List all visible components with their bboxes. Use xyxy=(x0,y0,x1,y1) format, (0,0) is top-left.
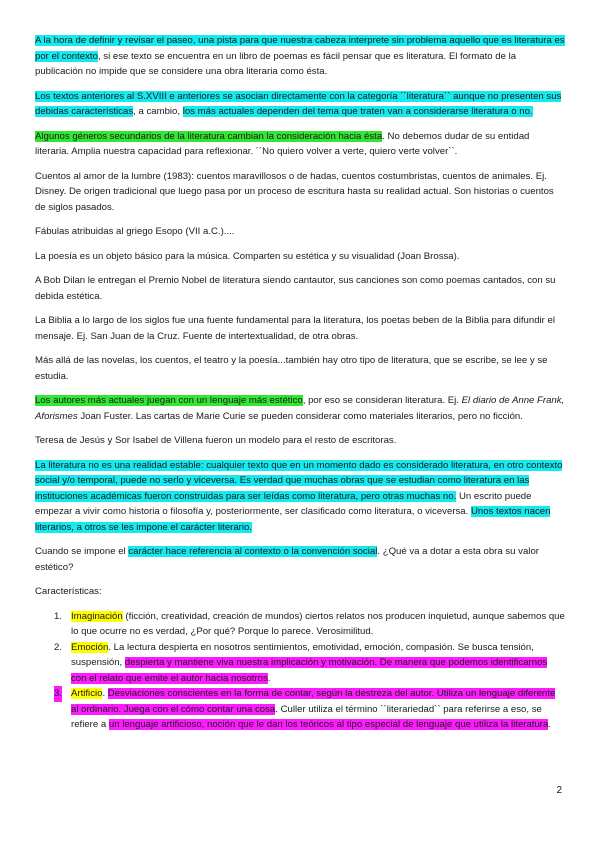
paragraph-text: . ¿Qué va a dotar a esta obra su valor estético? xyxy=(35,546,539,573)
list-item-text: . xyxy=(102,688,108,699)
paragraph-text: Cuando se impone el xyxy=(35,546,129,557)
highlight-magenta: un lenguaje artificioso, noción que le dan los teóricos al tipo especial de lenguaje que utiliza la literatura xyxy=(108,719,549,730)
paragraph-text: Un escrito puede empezar a vivir como historia o filosofía y, posteriormente, ser clasificado como literatura, o viceversa. xyxy=(35,490,532,517)
paragraph-text: Joan Fuster. Las cartas de Marie Curie se pueden considerar como materiales literarios, pero no ficción. xyxy=(77,410,523,422)
highlight-cyan: carácter hace referencia al contexto o la convención social xyxy=(128,546,378,557)
paragraph-6: La poesía es un objeto básico para la música. Comparten su estética y su visualidad (Joan Brossa). xyxy=(35,250,460,262)
paragraph-text: , por eso se consideran literatura. Ej. xyxy=(302,395,462,406)
paragraph-7: A Bob Dilan le entregan el Premio Nobel de literatura siendo cantautor, sus canciones son como poemas cantados, con su debida estética. xyxy=(35,275,556,302)
highlight-magenta: despierta y mantiene viva nuestra implicación y motivación. De manera que podemos identificarnos con el relato que emite el autor hacia nosotros xyxy=(71,657,548,684)
paragraph-11: Teresa de Jesús y Sor Isabel de Villena fueron un modelo para el resto de escritoras. xyxy=(35,435,397,446)
document-body xyxy=(35,33,565,733)
list-item-text: . xyxy=(548,719,552,730)
highlight-cyan: A la hora de definir y revisar el paseo, una pista para que nuestra cabeza interprete sin problema aquello que es literatura es por el contexto xyxy=(35,35,565,62)
paragraph-text: , a cambio, xyxy=(133,106,183,117)
highlight-yellow: Emoción xyxy=(71,641,109,653)
paragraph-12 xyxy=(35,458,565,536)
highlight-cyan: Unos textos nacen literarios, a otros se les impone el carácter literario. xyxy=(35,506,551,533)
list-item-text: . Culler utiliza el término ´´literariedad`` para referirse a eso, se refiere a xyxy=(71,703,542,730)
paragraph-14: Características: xyxy=(35,586,102,597)
highlight-cyan: los más actuales dependen del tema que traten van a considerarse literatura o no. xyxy=(182,106,533,117)
list-item-text: (ficción, creatividad, creación de mundos) ciertos relatos nos producen inquietud, aunque sabemos que lo que ocurre no es verdad, ¿Por qué? Porque lo parece. Verosimilitud. xyxy=(71,610,565,637)
paragraph-1 xyxy=(35,33,565,80)
list-number: 1. xyxy=(54,610,63,622)
list-number: 2. xyxy=(54,641,63,653)
paragraph-9: Más allá de las novelas, los cuentos, el teatro y la poesía...también hay otro tipo de literatura, que se escribe, se lee y se estudia. xyxy=(35,355,548,382)
list-item-text: . La lectura despierta en nosotros sentimientos, emotividad, emoción, compasión. Se busca tensión, suspensión, xyxy=(71,641,534,668)
highlight-yellow: Artificio xyxy=(71,688,103,699)
list-number: 3. xyxy=(54,686,62,702)
paragraph-4: Cuentos al amor de la lumbre (1983): cuentos maravillosos o de hadas, cuentos costumbristas, cuentos de animales. Ej. Disney. De origen tradicional que luego pasa por un proceso de escritura hasta su realidad actual. Son historias o cuentos de siglos pasados. xyxy=(35,170,554,213)
highlight-yellow: Imaginación xyxy=(71,610,123,622)
paragraph-13 xyxy=(35,544,565,575)
list-item xyxy=(35,609,565,640)
highlight-green: Los autores más actuales juegan con un lenguaje más estético xyxy=(35,395,303,406)
paragraph-2 xyxy=(35,89,565,120)
paragraph-8: La Biblia a lo largo de los siglos fue una fuente fundamental para la literatura, los poetas beben de la Biblia para difundir el mensaje. Ej. San Juan de la Cruz. Fuente de intertextualidad, de otra obras. xyxy=(35,315,556,342)
highlight-cyan: Los textos anteriores al S.XVIII e anteriores se asocian directamente con la categoría ´´literatura`` aunque no presenten sus debidas características xyxy=(35,90,562,117)
highlight-green: Algunos géneros secundarios de la literatura cambian la consideración hacia ésta xyxy=(35,130,383,142)
paragraph-text: , si ese texto se encuentra en un libro de poemas es fácil pensar que es literatura. El formato de la publicación no impide que se considere una obra literaria como ésta. xyxy=(35,50,517,77)
page-number: 2 xyxy=(556,785,562,796)
paragraph-3 xyxy=(35,129,565,160)
paragraph-text: . No debemos dudar de su entidad literaria. Amplia nuestra capacidad para reflexionar. ´´No quiero volver a verte, quiero verte volver``. xyxy=(35,130,530,157)
characteristics-list xyxy=(35,609,565,733)
paragraph-5: Fábulas atribuidas al griego Esopo (VII a.C.).... xyxy=(35,226,235,237)
paragraph-10 xyxy=(35,393,565,424)
list-item xyxy=(35,640,565,687)
list-item xyxy=(35,686,565,733)
highlight-cyan: La literatura no es una realidad estable: cualquier texto que en un momento dado es considerado literatura, en otro contexto social y/o temporal, puede no serlo y viceversa. Es verdad que muchas obras que se estudian como literatura en las instituciones académicas fueron construidas para ser leídas como literatura, pero otras muchas no. xyxy=(35,459,563,502)
italic-title: El diario de Anne Frank, Aforismes xyxy=(35,395,565,422)
list-item-text: . xyxy=(267,672,271,684)
highlight-magenta: Desviaciones conscientes en la forma de contar, según la destreza del autor. Utiliza un lenguaje diferente al ordinario. Juega con el cómo contar una cosa xyxy=(71,688,556,715)
